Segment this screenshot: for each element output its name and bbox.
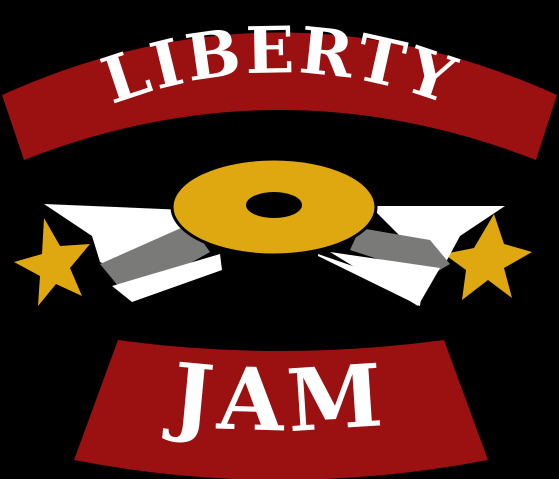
record-hole <box>246 192 302 218</box>
top-banner-text: LIBERTY <box>93 13 467 120</box>
bottom-banner <box>74 340 488 479</box>
vinyl-record-icon <box>172 159 376 255</box>
top-banner <box>2 13 557 160</box>
left-star-icon <box>14 218 90 306</box>
bottom-banner-text: JAM <box>167 344 392 453</box>
